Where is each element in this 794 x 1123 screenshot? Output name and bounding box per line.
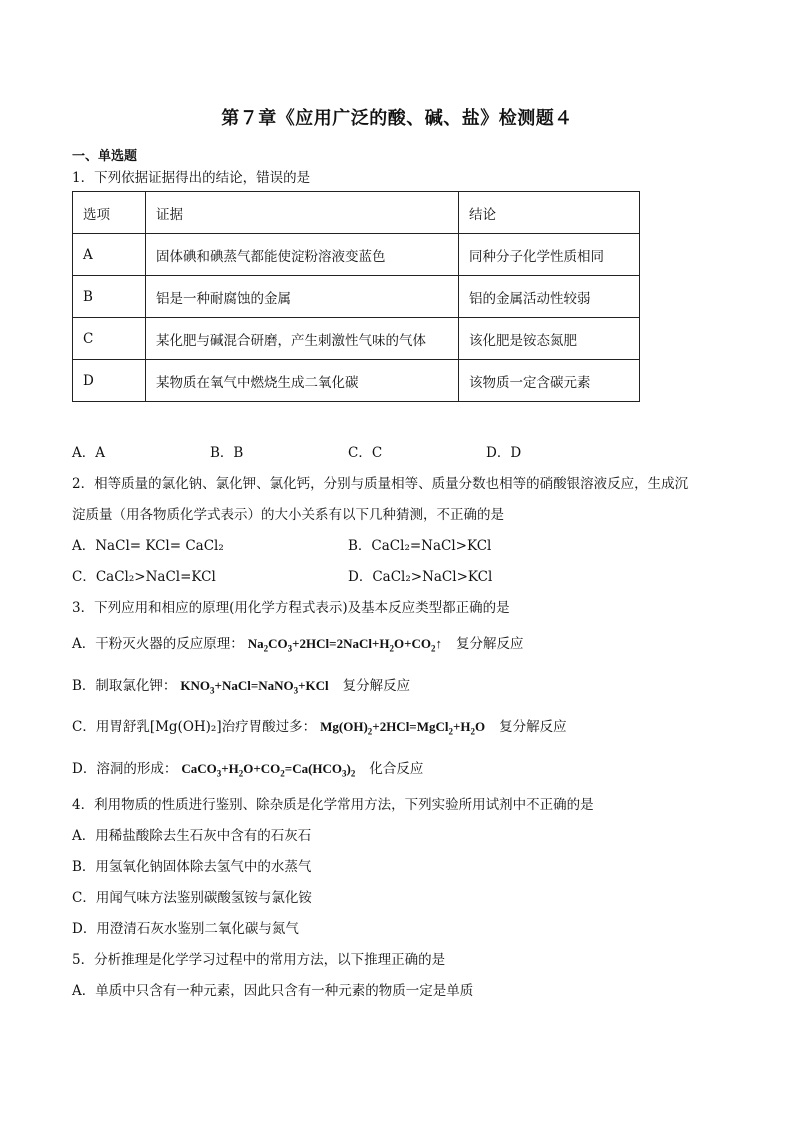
q3-option-label: A．干粉灭火器的反应原理：	[72, 636, 244, 652]
q2-option-a[interactable]: A．NaCl= KCl= CaCl₂	[72, 538, 224, 554]
table-cell: C	[73, 318, 146, 360]
section-heading: 一、单选题	[72, 149, 138, 164]
table-header-cell: 证据	[146, 192, 459, 234]
reaction-type: 化合反应	[369, 761, 424, 777]
table-cell: 铝是一种耐腐蚀的金属	[146, 276, 459, 318]
chemical-equation: $CaCO_3+H_2O+CO_2=Ca(HCO_3)_2$	[181, 761, 356, 779]
q4-option-c[interactable]: C．用闻气味方法鉴别碳酸氢铵与氯化铵	[72, 890, 312, 906]
q2-option-d[interactable]: D．CaCl₂>NaCl>KCl	[348, 569, 493, 585]
question-1-stem: 1．下列依据证据得出的结论，错误的是	[72, 170, 311, 186]
q3-option-label: D．溶洞的形成：	[72, 761, 178, 777]
table-row	[73, 234, 640, 276]
table-cell: 该物质一定含碳元素	[459, 360, 640, 402]
table-header-row	[73, 192, 640, 234]
table-cell: B	[73, 276, 146, 318]
table-cell: 铝的金属活动性较弱	[459, 276, 640, 318]
table-row	[73, 318, 640, 360]
q3-option-d[interactable]	[72, 757, 423, 779]
question-5-stem: 5．分析推理是化学学习过程中的常用方法，以下推理正确的是	[72, 952, 446, 968]
q4-option-a[interactable]: A．用稀盐酸除去生石灰中含有的石灰石	[72, 828, 312, 844]
q3-option-a[interactable]	[72, 632, 524, 654]
q4-option-b[interactable]: B．用氢氧化钠固体除去氢气中的水蒸气	[72, 859, 312, 875]
q1-option-d[interactable]: D．D	[486, 445, 522, 461]
table-cell: 该化肥是铵态氮肥	[459, 318, 640, 360]
reaction-type: 复分解反应	[499, 719, 567, 735]
table-header-cell: 选项	[73, 192, 146, 234]
chemical-equation: $Na_2CO_3+2HCl=2NaCl+H_2O+CO_2↑$	[247, 636, 443, 654]
q1-option-c[interactable]: C．C	[348, 445, 383, 461]
table-cell: A	[73, 234, 146, 276]
table-cell: 某物质在氧气中燃烧生成二氧化碳	[146, 360, 459, 402]
question-2-stem-line-2: 淀质量（用各物质化学式表示）的大小关系有以下几种猜测，不正确的是	[72, 507, 504, 523]
reaction-type: 复分解反应	[456, 636, 524, 652]
q2-option-b[interactable]: B．CaCl₂=NaCl>KCl	[348, 538, 492, 554]
q2-option-c[interactable]: C．CaCl₂>NaCl=KCl	[72, 569, 216, 585]
q4-option-d[interactable]: D．用澄清石灰水鉴别二氧化碳与氮气	[72, 921, 299, 937]
table-cell: 固体碘和碘蒸气都能使淀粉溶液变蓝色	[146, 234, 459, 276]
question-4-stem: 4．利用物质的性质进行鉴别、除杂质是化学常用方法，下列实验所用试剂中不正确的是	[72, 797, 594, 813]
q3-option-label: B．制取氯化钾：	[72, 678, 177, 694]
question-3-stem: 3．下列应用和相应的原理(用化学方程式表示)及基本反应类型都正确的是	[72, 600, 510, 616]
question-2-stem-line-1: 2．相等质量的氯化钠、氯化钾、氯化钙，分别与质量相等、质量分数也相等的硝酸银溶液反应，生成沉	[72, 476, 689, 492]
table-row	[73, 276, 640, 318]
q3-option-b[interactable]	[72, 674, 410, 696]
evidence-table	[72, 191, 640, 402]
table-cell: 某化肥与碱混合研磨，产生刺激性气味的气体	[146, 318, 459, 360]
table-cell: D	[73, 360, 146, 402]
q3-option-c[interactable]	[72, 715, 567, 737]
chemical-equation: $KNO_3+NaCl=NaNO_3+KCl$	[180, 678, 329, 696]
q1-option-a[interactable]: A．A	[72, 445, 105, 461]
q3-option-label: C．用胃舒乳[Mg(OH)₂]治疗胃酸过多：	[72, 719, 317, 735]
table-header-cell: 结论	[459, 192, 640, 234]
chemical-equation: $Mg(OH)_2+2HCl=MgCl_2+H_2O$	[320, 719, 486, 737]
q5-option-a[interactable]: A．单质中只含有一种元素，因此只含有一种元素的物质一定是单质	[72, 983, 474, 999]
table-cell: 同种分子化学性质相同	[459, 234, 640, 276]
page-title: 第７章《应用广泛的酸、碱、盐》检测题４	[221, 108, 573, 129]
q1-option-b[interactable]: B．B	[210, 445, 244, 461]
table-row	[73, 360, 640, 402]
reaction-type: 复分解反应	[342, 678, 411, 694]
